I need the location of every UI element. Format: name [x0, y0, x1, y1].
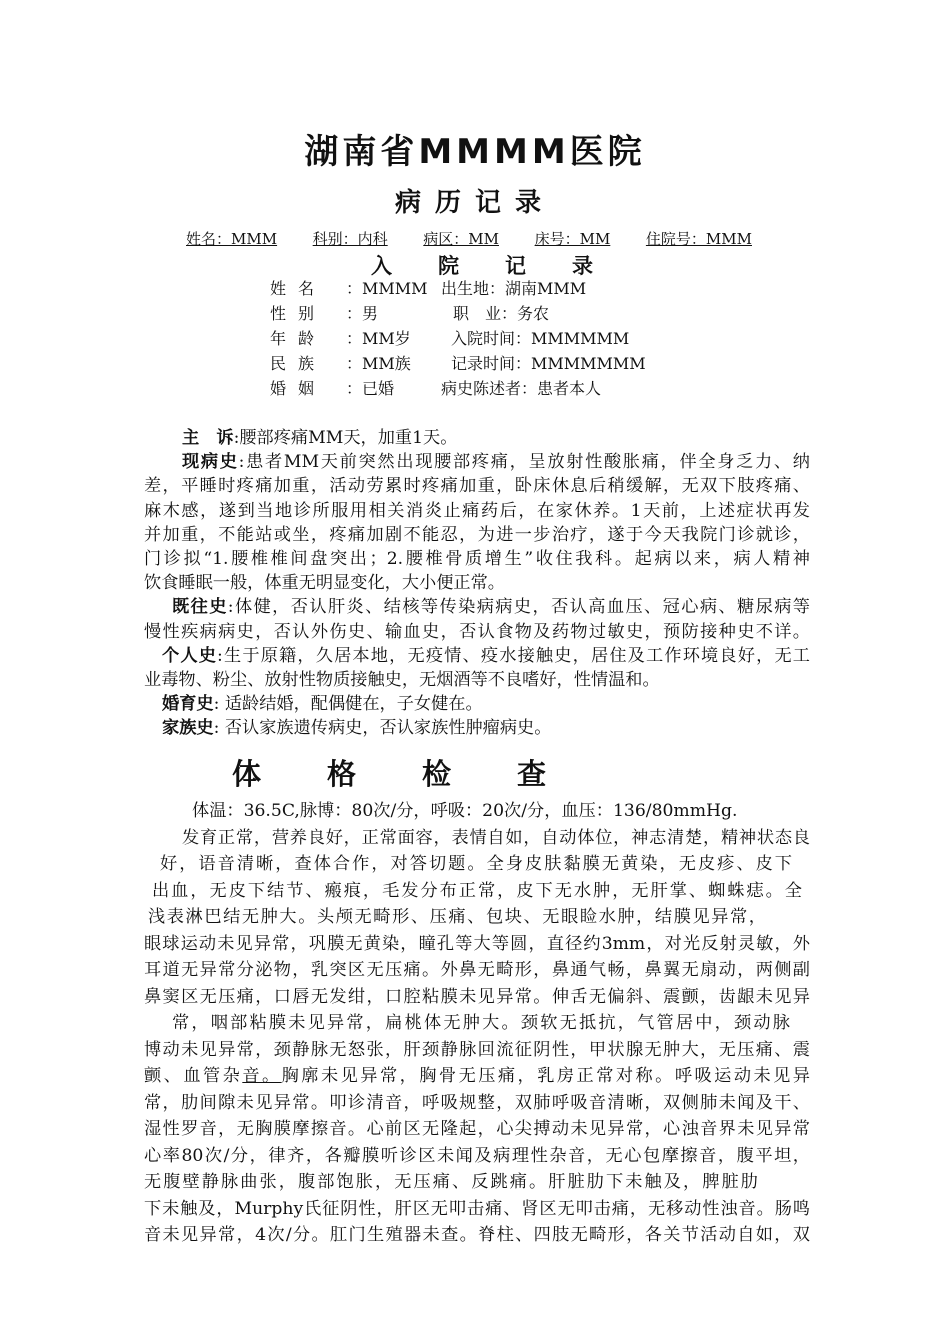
physical-exam-section — [144, 798, 810, 1249]
personal-history-line — [144, 644, 810, 668]
exam-line: 常，咽部粘膜未见异常，扁桃体无肿大。颈软无抵抗，气管居中，颈动脉 — [172, 1013, 790, 1033]
family-label: 家族史 — [162, 718, 214, 739]
info-label2: 入院时间：MMMMMM — [451, 329, 630, 348]
info-row-name — [270, 276, 586, 299]
exam-title-char: 查 — [517, 757, 547, 791]
present-illness-line — [144, 450, 810, 474]
present-illness-line: 并加重，不能站或坐，疼痛加剧不能忍，为进一步治疗，遂于今天我院门诊就诊， — [144, 524, 810, 545]
exam-title-char: 检 — [422, 757, 452, 791]
info-row-age — [270, 326, 629, 349]
exam-line-underlined — [144, 1063, 810, 1090]
exam-line: 心率80次/分，律齐，各瓣膜听诊区未闻及病理性杂音，无心包摩擦音，腹平坦， — [144, 1145, 810, 1166]
family-history — [144, 716, 810, 740]
exam-line: 音未见异常，4次/分。肛门生殖器未查。脊柱、四肢无畸形，各关节活动自如，双 — [144, 1225, 810, 1245]
chief-complaint — [144, 426, 810, 450]
hospital-title: 湖南省MMMM医院 — [304, 132, 646, 172]
exam-line: 无腹壁静脉曲张，腹部饱胀，无压痛、反跳痛。肝脏肋下未触及，脾脏肋 — [144, 1172, 758, 1192]
info-value: ：MM族 — [346, 354, 411, 373]
family-text: : 否认家族遗传病史，否认家族性肿瘤病史。 — [213, 718, 552, 739]
personal-text: :生于原籍，久居本地，无疫情、疫水接触史，居住及工作环境良好，无工 — [217, 645, 810, 666]
past-history-line: 慢性疾病病史，否认外伤史、输血史，否认食物及药物过敏史，预防接种史不详。 — [144, 621, 810, 642]
exam-text-pre: 颤、血管杂 — [144, 1066, 243, 1086]
past-text: :体健，否认肝炎、结核等传染病病史，否认高血压、冠心病、糖尿病等 — [227, 597, 810, 618]
exam-line: 湿性罗音，无胸膜摩擦音。心前区无隆起，心尖搏动未见异常，心浊音界未见异常 — [144, 1119, 810, 1139]
marital-label: 婚育史 — [162, 694, 214, 715]
vitals-line: 体温：36.5C,脉博：80次/分，呼吸：20次/分，血压：136/80mmHg. — [192, 801, 738, 821]
info-label: 性别 — [270, 304, 327, 323]
info-value: ：MM岁 — [346, 329, 411, 348]
present-label: 现病史 — [182, 452, 239, 473]
admission-record-title: 入院记录 — [371, 254, 639, 278]
info-label2: 病史陈述者：患者本人 — [441, 379, 602, 398]
exam-line: 浅表淋巴结无肿大。头颅无畸形、压痛、包块、无眼睑水肿，结膜见异常， — [148, 907, 766, 927]
info-row-marital — [270, 376, 601, 399]
exam-line: 眼球运动未见异常，巩膜无黄染，瞳孔等大等圆，直径约3mm，对光反射灵敏，外 — [144, 933, 810, 954]
info-row-sex — [270, 301, 549, 324]
header-ward: 病区：MM — [423, 230, 499, 248]
exam-text-underlined: 音。 — [242, 1066, 282, 1086]
exam-text-post: 胸廓未见异常，胸骨无压痛，乳房正常对称。呼吸运动未见异 — [281, 1066, 810, 1086]
chief-label: 主 诉 — [182, 428, 234, 448]
exam-line: 常，肋间隙未见异常。叩诊清音，呼吸规整，双肺呼吸音清晰，双侧肺未闻及干、 — [144, 1092, 810, 1113]
header-dept: 科别：内科 — [312, 230, 388, 248]
info-label: 婚姻 — [270, 379, 327, 398]
present-illness-line: 门诊拟“1.腰椎椎间盘突出；2.腰椎骨质增生”收住我科。起病以来，病人精神 — [144, 548, 810, 569]
personal-label: 个人史 — [162, 645, 218, 666]
present-illness-line: 麻木感，遂到当地诊所服用相关消炎止痛药后，在家休养。1天前，上述症状再发 — [144, 500, 810, 521]
patient-header-line — [186, 228, 752, 249]
personal-history-line: 业毒物、粉尘、放射性物质接触史，无烟酒等不良嗜好，性情温和。 — [144, 669, 660, 690]
physical-exam-title — [232, 752, 612, 793]
info-label2: 出生地：湖南MMM — [441, 279, 587, 298]
header-name: 姓名：MMM — [186, 230, 278, 248]
header-inpatient-no: 住院号：MMM — [645, 230, 752, 248]
info-label2: 职 业：务农 — [453, 304, 550, 323]
past-history-line — [144, 595, 810, 619]
record-title: 病历记录 — [394, 188, 555, 218]
present-illness-line: 差，平睡时疼痛加重，活动劳累时疼痛加重，卧床休息后稍缓解，无双下肢疼痛、 — [144, 476, 810, 497]
present-text: :患者MM天前突然出现腰部疼痛，呈放射性酸胀痛，伴全身乏力、纳 — [238, 452, 810, 473]
present-illness-line: 饮食睡眠一般，体重无明显变化，大小便正常。 — [144, 573, 505, 594]
info-label: 姓名 — [270, 279, 327, 298]
header-bed: 床号：MM — [534, 230, 611, 248]
marital-history — [144, 692, 810, 716]
exam-line: 博动未见异常，颈静脉无怒张，肝颈静脉回流征阴性，甲状腺无肿大，无压痛、震 — [144, 1039, 810, 1060]
exam-title-char: 格 — [327, 757, 357, 791]
history-section — [144, 426, 810, 740]
info-label: 年龄 — [270, 329, 327, 348]
info-label: 民族 — [270, 354, 327, 373]
exam-line: 下未触及，Murphy氏征阴性，肝区无叩击痛、肾区无叩击痛，无移动性浊音。肠鸣 — [144, 1198, 810, 1219]
exam-line: 耳道无异常分泌物，乳突区无压痛。外鼻无畸形，鼻通气畅，鼻翼无扇动，两侧副 — [144, 960, 810, 980]
info-row-ethnicity — [270, 351, 646, 374]
info-value: ：MMMM — [346, 279, 428, 298]
chief-text: :腰部疼痛MM天，加重1天。 — [233, 428, 458, 448]
exam-title-char: 体 — [232, 757, 262, 791]
exam-line: 发育正常，营养良好，正常面容，表情自如，自动体位，神志清楚，精神状态良 — [182, 827, 810, 848]
exam-line: 出血，无皮下结节、瘢痕，毛发分布正常，皮下无水肿，无肝掌、蜘蛛痣。全 — [152, 880, 802, 901]
info-value: ：已婚 — [346, 379, 395, 398]
info-value: ：男 — [346, 304, 379, 323]
info-label2: 记录时间：MMMMMMM — [451, 354, 646, 373]
exam-line: 好，语音清晰，查体合作，对答切题。全身皮肤黏膜无黄染，无皮疹、皮下 — [160, 854, 792, 874]
past-label: 既往史 — [172, 597, 228, 618]
marital-text: : 适龄结婚，配偶健在，子女健在。 — [213, 694, 483, 715]
exam-line: 鼻窦区无压痛，口唇无发绀，口腔粘膜未见异常。伸舌无偏斜、震颤，齿龈未见异 — [144, 986, 810, 1007]
